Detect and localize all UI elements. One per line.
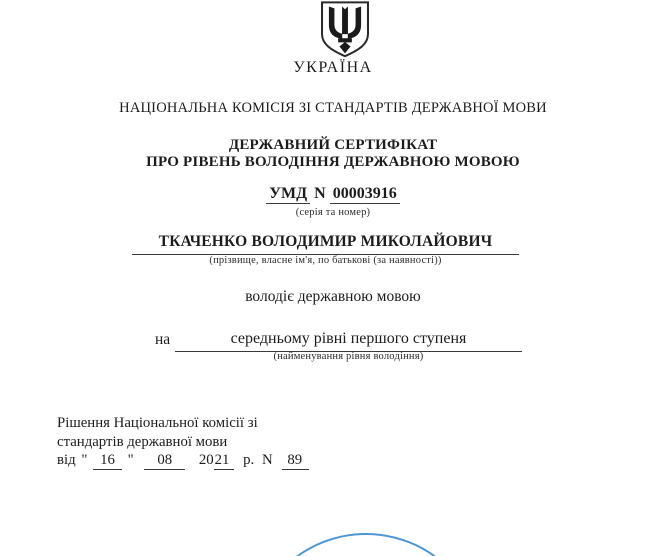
decision-line1: Рішення Національної комісії зі bbox=[57, 415, 258, 431]
decision-century: 20 bbox=[198, 452, 214, 468]
decision-n-label: N bbox=[261, 452, 273, 468]
holder-caption: (прізвище, власне ім'я, по батькові (за наявності)) bbox=[209, 255, 442, 266]
decision-date-line bbox=[57, 451, 309, 470]
certificate-title bbox=[8, 137, 650, 171]
decision-prefix: від bbox=[57, 452, 76, 468]
level-preposition: на bbox=[155, 331, 171, 348]
decision-year: 21 bbox=[214, 452, 235, 470]
seal-outer-ring bbox=[249, 534, 483, 556]
quote-close-mark: " bbox=[127, 452, 134, 468]
level-field bbox=[175, 330, 522, 352]
level-caption: (найменування рівня володіння) bbox=[273, 351, 424, 362]
series-number-line bbox=[8, 185, 650, 203]
official-seal bbox=[236, 521, 496, 556]
decision-r-label: р. bbox=[243, 452, 255, 468]
certificate-title-line2: ПРО РІВЕНЬ ВОЛОДІННЯ ДЕРЖАВНОЮ МОВОЮ bbox=[146, 154, 520, 170]
series-caption: (серія та номер) bbox=[295, 207, 371, 218]
certificate-title-line1: ДЕРЖАВНИЙ СЕРТИФІКАТ bbox=[228, 137, 438, 153]
commission-name: НАЦІОНАЛЬНА КОМІСІЯ ЗІ СТАНДАРТІВ ДЕРЖАВНОЇ МОВИ bbox=[119, 100, 547, 116]
series-n-label: N bbox=[314, 185, 326, 202]
statement-text: володіє державною мовою bbox=[245, 288, 421, 305]
country-name: УКРАЇНА bbox=[293, 59, 373, 76]
series-number: 00003916 bbox=[330, 185, 400, 204]
holder-name-field bbox=[132, 233, 519, 255]
decision-day: 16 bbox=[93, 452, 122, 470]
decision-block bbox=[57, 414, 309, 470]
decision-line2: стандартів державної мови bbox=[57, 433, 228, 450]
quote-open-mark: " bbox=[81, 452, 88, 468]
holder-name: ТКАЧЕНКО ВОЛОДИМИР МИКОЛАЙОВИЧ bbox=[158, 233, 493, 250]
series-prefix: УМД bbox=[266, 185, 310, 204]
decision-number: 89 bbox=[282, 452, 309, 470]
coat-of-arms-icon bbox=[316, 1, 374, 58]
level-value: середньому рівні першого ступеня bbox=[230, 330, 467, 347]
decision-month: 08 bbox=[144, 452, 185, 470]
